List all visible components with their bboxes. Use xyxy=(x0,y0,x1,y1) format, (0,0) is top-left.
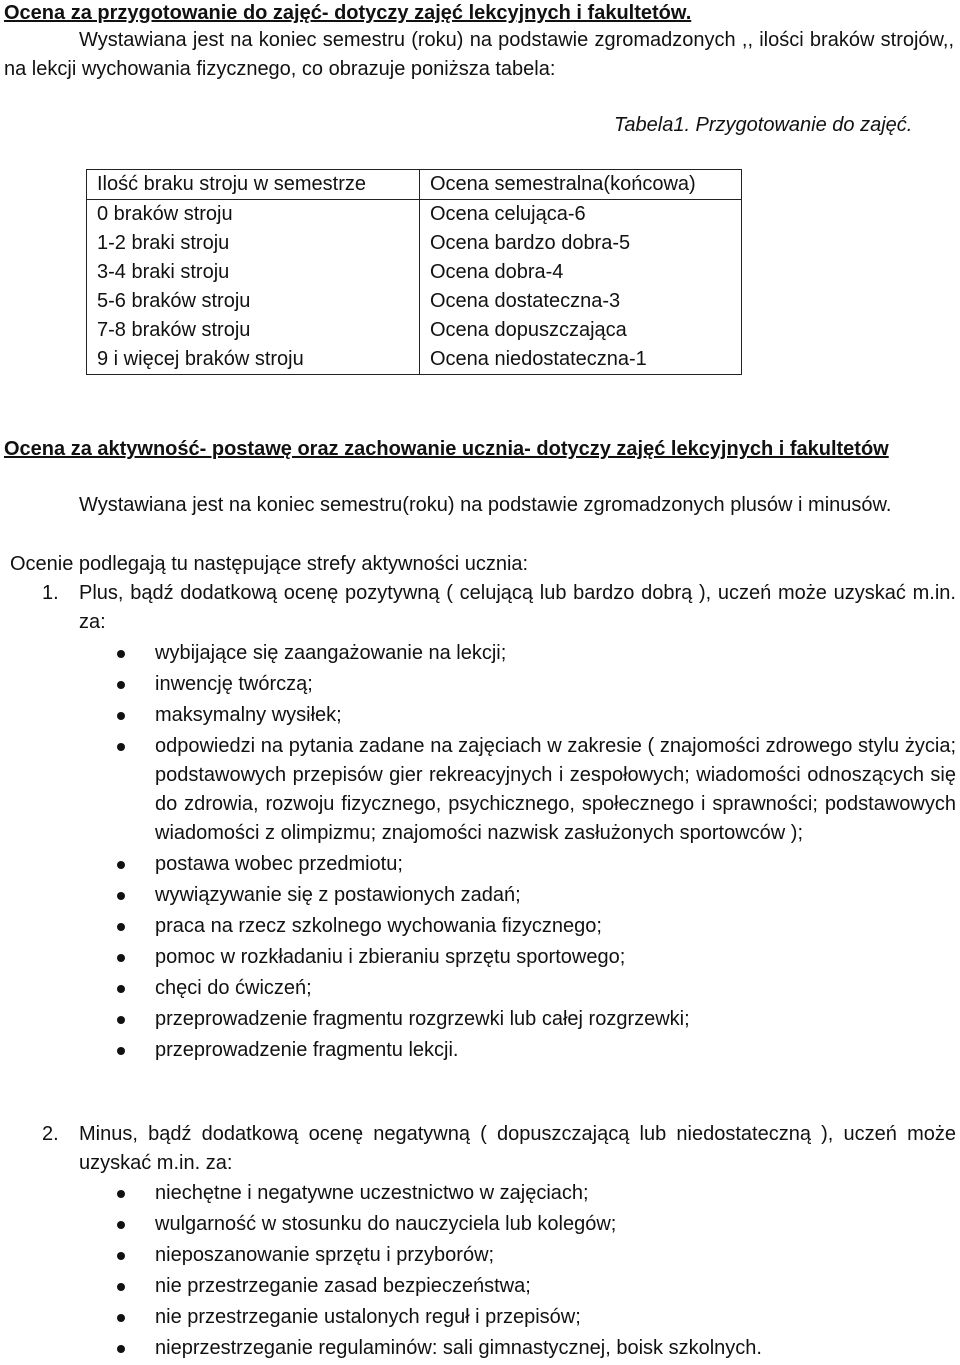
list-item-text: przeprowadzenie fragmentu lekcji. xyxy=(155,1039,459,1061)
list-item xyxy=(0,1241,956,1270)
section2-intro: Wystawiana jest na koniec semestru(roku) na podstawie zgromadzonych plusów i minusów. xyxy=(79,494,892,516)
bullet-icon xyxy=(117,1345,125,1353)
table-row xyxy=(87,287,742,316)
table-row xyxy=(87,258,742,287)
table-cell: Ocena bardzo dobra-5 xyxy=(420,229,742,258)
list-item-text: nie przestrzeganie zasad bezpieczeństwa; xyxy=(155,1275,531,1297)
bullet-icon xyxy=(117,1314,125,1322)
list-item xyxy=(0,701,956,730)
bullet-icon xyxy=(117,1283,125,1291)
item-number: 1. xyxy=(42,582,59,604)
section1-heading: Ocena za przygotowanie do zajęć- dotyczy zajęć lekcyjnych i fakultetów. xyxy=(4,2,692,24)
list-item-text: postawa wobec przedmiotu; xyxy=(155,853,403,875)
list-item-text: nie przestrzeganie ustalonych reguł i przepisów; xyxy=(155,1306,581,1328)
list-item xyxy=(0,1036,956,1065)
list-item xyxy=(0,881,956,910)
list-item-text: praca na rzecz szkolnego wychowania fizycznego; xyxy=(155,915,602,937)
list-item xyxy=(0,1334,956,1363)
table-row xyxy=(87,345,742,375)
bullet-icon xyxy=(117,1190,125,1198)
item-text: Minus, bądź dodatkową ocenę negatywną ( dopuszczającą lub niedostateczną ), uczeń może uzyskać m.in. za: xyxy=(79,1123,956,1174)
list-item xyxy=(0,974,956,1003)
list-item-text: inwencję twórczą; xyxy=(155,673,313,695)
table-cell: Ocena dobra-4 xyxy=(420,258,742,287)
list-item xyxy=(0,670,956,699)
bullet-icon xyxy=(117,681,125,689)
list-item-text: chęci do ćwiczeń; xyxy=(155,977,312,999)
table-cell: Ocena dopuszczająca xyxy=(420,316,742,345)
list-item xyxy=(0,1272,956,1301)
table-cell: 3-4 braki stroju xyxy=(87,258,420,287)
list-item xyxy=(0,850,956,879)
list-item-text: pomoc w rozkładaniu i zbieraniu sprzętu sportowego; xyxy=(155,946,626,968)
bullet-icon xyxy=(117,1252,125,1260)
list-item-text: wybijające się zaangażowanie na lekcji; xyxy=(155,642,507,664)
bullet-icon xyxy=(117,1016,125,1024)
grades-table xyxy=(86,169,742,375)
table-row xyxy=(87,229,742,258)
list-item xyxy=(0,1303,956,1332)
bullet-icon xyxy=(117,861,125,869)
plus-bullet-list xyxy=(0,639,956,1067)
list-item xyxy=(0,732,956,848)
list-item xyxy=(0,1179,956,1208)
minus-bullet-list xyxy=(0,1179,956,1365)
list-item xyxy=(0,1005,956,1034)
list-item-text: przeprowadzenie fragmentu rozgrzewki lub całej rozgrzewki; xyxy=(155,1008,690,1030)
bullet-icon xyxy=(117,923,125,931)
table-cell: 9 i więcej braków stroju xyxy=(87,345,420,375)
list-item-text: nieprzestrzeganie regulaminów: sali gimnastycznej, boisk szkolnych. xyxy=(155,1337,762,1359)
table-cell: 1-2 braki stroju xyxy=(87,229,420,258)
bullet-icon xyxy=(117,743,125,751)
list-item-text: nieposzanowanie sprzętu i przyborów; xyxy=(155,1244,495,1266)
list-item-text: niechętne i negatywne uczestnictwo w zajęciach; xyxy=(155,1182,589,1204)
section1-intro: Wystawiana jest na koniec semestru (roku) na podstawie zgromadzonych ,, ilości braków strojów,, na lekcji wychowania fizycznego, co obrazuje poniższa tabela: xyxy=(4,29,954,80)
table-header-row xyxy=(87,170,742,200)
bullet-icon xyxy=(117,985,125,993)
table-cell: 0 braków stroju xyxy=(87,200,420,230)
item-number: 2. xyxy=(42,1123,59,1145)
bullet-icon xyxy=(117,1221,125,1229)
item-text: Plus, bądź dodatkową ocenę pozytywną ( celującą lub bardzo dobrą ), uczeń może uzyskać m.in. za: xyxy=(79,582,956,633)
list-item-text: wywiązywanie się z postawionych zadań; xyxy=(155,884,521,906)
table-cell: Ocena dostateczna-3 xyxy=(420,287,742,316)
bullet-icon xyxy=(117,954,125,962)
list-item xyxy=(0,639,956,668)
list-item-text: wulgarność w stosunku do nauczyciela lub kolegów; xyxy=(155,1213,617,1235)
section2-heading: Ocena za aktywność- postawę oraz zachowanie ucznia- dotyczy zajęć lekcyjnych i fakultetów xyxy=(4,438,889,460)
table-header-cell: Ilość braku stroju w semestrze xyxy=(87,170,420,200)
bullet-icon xyxy=(117,892,125,900)
table-cell: Ocena celująca-6 xyxy=(420,200,742,230)
table-caption: Tabela1. Przygotowanie do zajęć. xyxy=(614,114,913,136)
table-cell: 7-8 braków stroju xyxy=(87,316,420,345)
list-item-text: maksymalny wysiłek; xyxy=(155,704,342,726)
list-item xyxy=(0,912,956,941)
table-row xyxy=(87,316,742,345)
list-item-text: odpowiedzi na pytania zadane na zajęciach w zakresie ( znajomości zdrowego stylu życia; podstawowych przepisów gier rekreacyjnych i zespołowych; wiadomości odnoszących się do zdrowia, rozwoju fizycznego, psychicznego, społecznego i sprawności; podstawowych wiadomości z olimpizmu; znajomości nazwisk zasłużonych sportowców ); xyxy=(155,735,956,844)
list-item xyxy=(0,943,956,972)
section2-lead: Ocenie podlegają tu następujące strefy aktywności ucznia: xyxy=(10,553,529,575)
table-cell: 5-6 braków stroju xyxy=(87,287,420,316)
bullet-icon xyxy=(117,712,125,720)
table-cell: Ocena niedostateczna-1 xyxy=(420,345,742,375)
table-header-cell: Ocena semestralna(końcowa) xyxy=(420,170,742,200)
list-item xyxy=(0,1210,956,1239)
bullet-icon xyxy=(117,1047,125,1055)
table-row xyxy=(87,200,742,230)
bullet-icon xyxy=(117,650,125,658)
